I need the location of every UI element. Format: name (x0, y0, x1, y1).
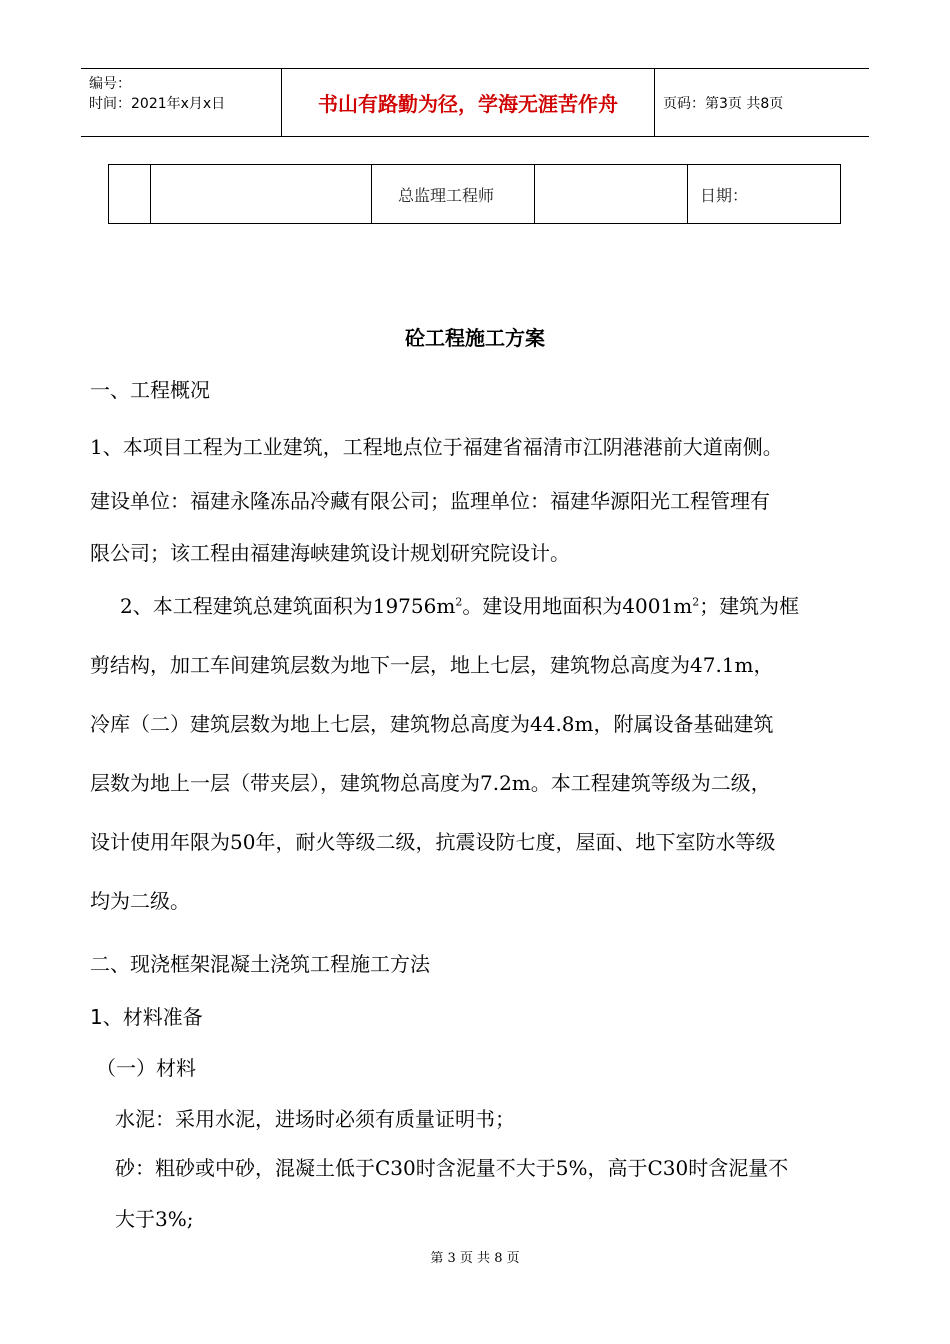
paragraph-line: 剪结构，加工车间建筑层数为地下一层，地上七层，建筑物总高度为47.1m， (90, 653, 774, 677)
subsection-heading: （一）材料 (96, 1056, 196, 1080)
section-heading: 一、工程概况 (90, 378, 210, 402)
section-heading: 二、现浇框架混凝土浇筑工程施工方法 (90, 952, 430, 976)
paragraph-line: 限公司；该工程由福建海峡建筑设计规划研究院设计。 (90, 541, 570, 565)
paragraph-line: 砂：粗砂或中砂，混凝土低于C30时含泥量不大于5%，高于C30时含泥量不 (115, 1156, 789, 1180)
table-divider (150, 165, 151, 223)
superscript: 2 (692, 595, 700, 609)
paragraph-line: 设计使用年限为50年，耐火等级二级，抗震设防七度，屋面、地下室防水等级 (90, 830, 776, 854)
paragraph-line: 大于3%; (115, 1207, 194, 1231)
supervisor-role: 总监理工程师 (398, 185, 495, 205)
date-label: 日期： (700, 185, 749, 205)
page-footer: 第 3 页 共 8 页 (430, 1251, 520, 1266)
header-meta (81, 69, 282, 136)
document-title: 砼工程施工方案 (405, 326, 545, 350)
paragraph-line: 建设单位：福建永隆冻品冷藏有限公司；监理单位：福建华源阳光工程管理有 (90, 489, 770, 513)
header-page-info (663, 69, 869, 136)
paragraph-line: 冷库（二）建筑层数为地上七层，建筑物总高度为44.8m，附属设备基础建筑 (90, 712, 774, 736)
paragraph-line: 1、本项目工程为工业建筑，工程地点位于福建省福清市江阴港港前大道南侧。 (90, 435, 783, 459)
page-info-text: 页码：第3页 共8页 (663, 95, 784, 112)
code-label: 编号： (89, 76, 131, 92)
subsection-heading: 1、材料准备 (90, 1005, 203, 1029)
structure-text: ；建筑为框 (699, 594, 800, 618)
paragraph-line: 水泥：采用水泥，进场时必须有质量证明书； (115, 1107, 515, 1131)
land-area-text: 。建设用地面积为4001m (462, 594, 693, 618)
signature-table (108, 164, 841, 224)
paragraph-line (120, 590, 799, 619)
table-divider (371, 165, 372, 223)
page-header (81, 68, 869, 137)
superscript: 2 (455, 595, 463, 609)
table-divider (687, 165, 688, 223)
table-divider (534, 165, 535, 223)
header-motto: 书山有路勤为径，学海无涯苦作舟 (282, 69, 655, 136)
paragraph-line: 均为二级。 (90, 889, 190, 913)
time-label: 时间：2021年x月x日 (89, 96, 226, 112)
area-text: 2、本工程建筑总建筑面积为19756m (120, 594, 456, 618)
paragraph-line: 层数为地上一层（带夹层），建筑物总高度为7.2m。本工程建筑等级为二级， (90, 771, 771, 795)
